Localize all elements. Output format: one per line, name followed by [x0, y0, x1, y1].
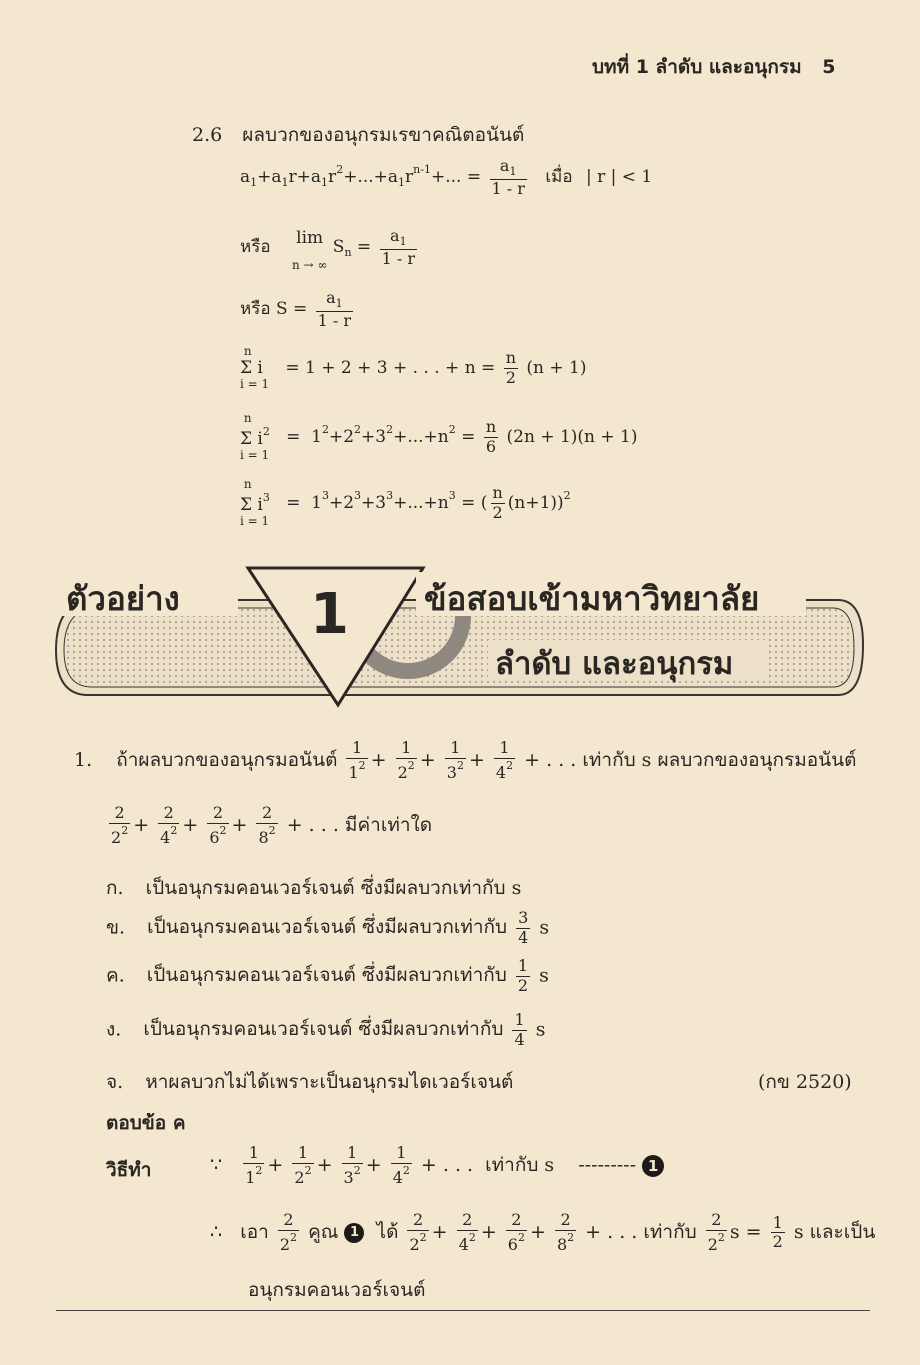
marker-1-ref: 1 — [344, 1223, 364, 1243]
choice-a: ก. เป็นอนุกรมคอนเวอร์เจนต์ ซึ่งมีผลบวกเท่ากับ s — [106, 877, 522, 899]
chapter-title: บทที่ 1 ลำดับ และอนุกรม — [592, 56, 802, 78]
section-number: 2.6 — [192, 124, 223, 146]
solution-label: วิธีทำ — [106, 1159, 152, 1181]
condition: | r | < 1 — [585, 167, 653, 188]
sum-i3-formula: n Σ $i^3$ i = 1 = $1^3+2^3+3^3+...+n^3$ = ( $\frac{n}{2}$ (n+1))$^2$ — [240, 477, 571, 529]
solution-line-2: ∴ เอา $\frac{2}{2^2}$ คูณ 1 ได้ $\frac{2}{2^2}$ + $\frac{2}{4^2}$ + $\frac{2}{6^2}$ + $\frac{2}{8^2}$ + . . . เท่ากับ $\frac{2}{2^2}$ s = $\frac{1}{2}$ s และเป็น — [210, 1210, 876, 1254]
banner-title: ข้อสอบเข้ามหาวิทยาลัย — [424, 579, 760, 618]
geometric-series-formula: $a_1+a_1r+a_1r^2+...+a_1r^{n-1}+$... = $\frac{a_1}{1 - r}$ เมื่อ | r | < 1 — [240, 156, 653, 198]
question-intro: ถ้าผลบวกของอนุกรมอนันต์ — [116, 748, 338, 771]
question-mid-text: เท่ากับ s ผลบวกของอนุกรมอนันต์ — [582, 748, 857, 771]
section-title: ผลบวกของอนุกรมเรขาคณิตอนันต์ — [242, 124, 525, 146]
question-line-1: 1. ถ้าผลบวกของอนุกรมอนันต์ $\frac{1}{1^2}$ + $\frac{1}{2^2}$ + $\frac{1}{3^2}$ + $\frac{1}{4^2}$ + . . . เท่ากับ s ผลบวกของอนุกรมอนันต์ — [74, 738, 857, 782]
choice-c: ค. เป็นอนุกรมคอนเวอร์เจนต์ ซึ่งมีผลบวกเท่ากับ $\frac{1}{2}$ s — [106, 956, 549, 995]
banner-subtitle: ลำดับ และอนุกรม — [495, 646, 734, 682]
question-source: (กข 2520) — [758, 1071, 852, 1093]
page-number: 5 — [822, 56, 836, 78]
sum-i-formula: n Σ i i = 1 = 1 + 2 + 3 + . . . + n = $\frac{n}{2}$ (n + 1) — [240, 344, 587, 392]
example-banner — [48, 560, 872, 715]
running-header — [592, 52, 835, 82]
sum-s-formula: หรือ S = $\frac{a_1}{1 - r}$ — [240, 288, 352, 330]
sum-i2-formula: n Σ $i^2$ i = 1 = $1^2+2^2+3^2+...+n^2$ = $\frac{n}{6}$ (2n + 1)(n + 1) — [240, 411, 638, 463]
banner-left-word: ตัวอย่าง — [66, 579, 180, 618]
or-word: หรือ — [240, 237, 271, 258]
solution-line-1: ∵ $\frac{1}{1^2}$ + $\frac{1}{2^2}$ + $\frac{1}{3^2}$ + $\frac{1}{4^2}$ + . . . เท่ากับ s --------- 1 — [210, 1145, 664, 1187]
choice-d: ง. เป็นอนุกรมคอนเวอร์เจนต์ ซึ่งมีผลบวกเท่ากับ $\frac{1}{4}$ s — [106, 1010, 546, 1049]
marker-1: 1 — [642, 1155, 664, 1177]
when-word: เมื่อ — [545, 167, 573, 188]
section-heading — [192, 120, 524, 150]
limit-formula: หรือ lim n → ∞ $S_n$ = $\frac{a_1}{1 - r}$ — [240, 226, 415, 272]
question-number: 1. — [74, 748, 93, 771]
banner-number: 1 — [310, 582, 349, 647]
question-line2-tail: มีค่าเท่าใด — [344, 813, 433, 836]
question-line-2: $\frac{2}{2^2}$ + $\frac{2}{4^2}$ + $\frac{2}{6^2}$ + $\frac{2}{8^2}$ + . . . มีค่าเท่าใด — [111, 803, 433, 847]
solution-conclusion: อนุกรมคอนเวอร์เจนต์ — [248, 1279, 426, 1301]
footer-rule — [56, 1310, 870, 1311]
answer-line: ตอบข้อ ค — [106, 1112, 186, 1134]
choice-b: ข. เป็นอนุกรมคอนเวอร์เจนต์ ซึ่งมีผลบวกเท่ากับ $\frac{3}{4}$ s — [106, 908, 550, 947]
choice-e: จ. หาผลบวกไม่ได้เพราะเป็นอนุกรมไดเวอร์เจนต์ — [106, 1071, 514, 1093]
